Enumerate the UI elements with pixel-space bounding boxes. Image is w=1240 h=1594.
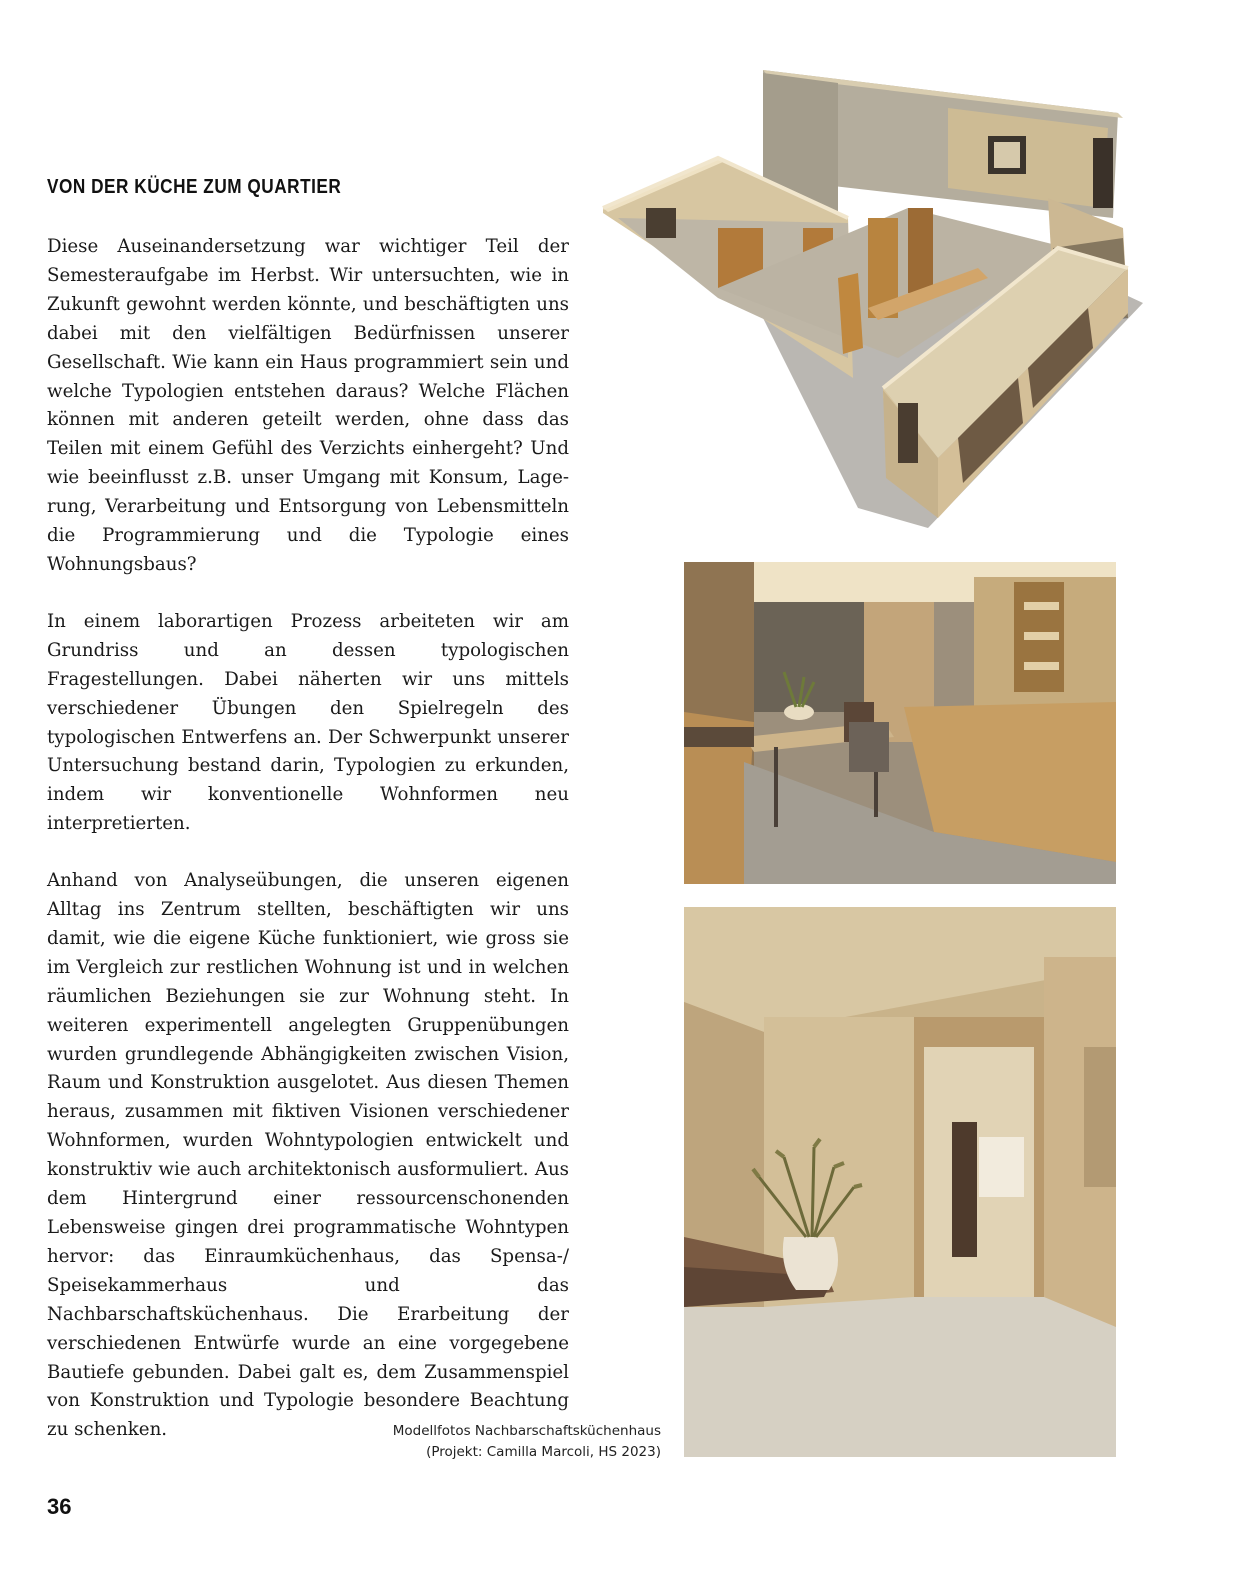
model-axonometric-photo [598, 58, 1143, 528]
paragraph: Anhand von Analyseübungen, die unseren eigenen Alltag ins Zentrum stellten, beschäftigten wir uns damit, wie die eigene Küche funktioniert, wie gross sie im Vergleich zur restlichen Wohnung ist und in welchen räumlichen Beziehungen sie zur Wohnung steht. In weiteren experimentell angelegten Gruppenübungen wurden grundlegende Abhängigkeiten zwischen Vision, Raum und Konstruktion ausgelotet. Aus diesen Themen heraus, zusammen mit fiktiven Visionen verschiedener Wohnformen, wurden Wohntypologien entwickelt und konstruktiv wie auch architektonisch ausformuliert. Aus dem Hintergrund einer ressourcenschonenden Lebensweise gingen drei programmatische Wohntypen hervor: das Einraumküchenhaus, das Spensa-/ Speisekammerhaus und das Nachbarschaftsküchenhaus. Die Erarbeitung der verschiedenen Entwürfe wurde an eine vorgegebene Bautiefe gebunden. Dabei galt es, dem Zusammenspiel von Konstruktion und Typologie besondere Beachtung zu schenken. [47, 870, 569, 1441]
caption-credit: (Projekt: Camilla Marcoli, HS 2023) [426, 1444, 661, 1460]
caption-title: Modellfotos Nachbarschaftsküchenhaus [392, 1423, 661, 1439]
hallway-interior-photo [684, 907, 1116, 1457]
section-heading: VON DER KÜCHE ZUM QUARTIER [47, 176, 342, 198]
paragraph: Diese Auseinandersetzung war wichtiger Teil der Semesteraufgabe im Herbst. Wir untersuchten, wie in Zukunft gewohnt werden könnte, und beschäftigten uns dabei mit den vielfältigen Bedürfnissen unserer Gesellschaft. Wie kann ein Haus programmiert sein und welche Typologien entstehen daraus? Welche Flächen können mit anderen geteilt werden, ohne dass das Teilen mit einem Gefühl des Verzichts einhergeht? Und wie beeinflusst z.B. unser Umgang mit Konsum, Lagerung, Verarbeitung und Entsorgung von Lebensmitteln die Programmierung und die Typologie eines Wohnungsbaus? [47, 236, 569, 575]
paragraph: In einem laborartigen Prozess arbeiteten wir am Grundriss und an dessen typologischen Fragestellungen. Dabei näherten wir uns mittels verschiedener Übungen den Spielregeln des typologischen Entwerfens an. Der Schwerpunkt unserer Untersuchung bestand darin, Typologien zu erkunden, indem wir konventionelle Wohnformen neu interpretierten. [47, 610, 569, 835]
kitchen-interior-photo [684, 562, 1116, 884]
page-number: 36 [47, 1494, 72, 1519]
article-body [47, 233, 569, 1473]
photo-caption [300, 1421, 661, 1463]
